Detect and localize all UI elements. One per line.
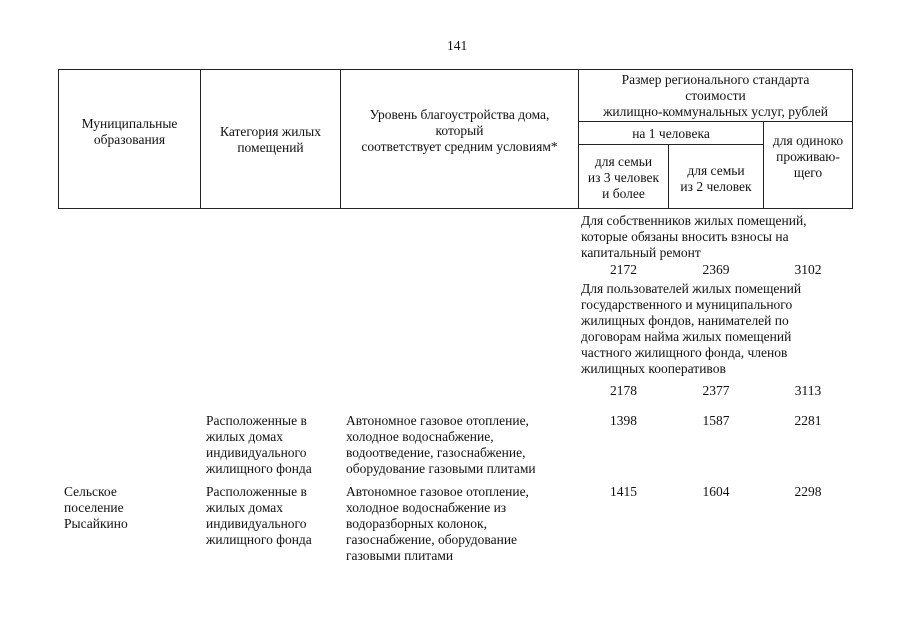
row2-value-family-2: 1604 <box>702 484 730 499</box>
row2-value-family-3: 1415 <box>610 484 637 499</box>
col-border-right <box>852 69 853 209</box>
row2-category: Расположенные в жилых домах индивидуального жилищного фонда <box>206 484 312 547</box>
tenants-value-single: 3113 <box>794 383 822 398</box>
header-category: Категория жилых помещений <box>220 124 321 155</box>
row1-value-family-2: 1587 <box>702 413 730 428</box>
tenants-note: Для пользователей жилых помещений государственного и муниципального жилищных фондов, нанимателей по договорам найма жилых помещений частного жилищного фонда, членов жилищных кооперативов <box>581 281 802 376</box>
owners-value-family-3: 2172 <box>610 262 637 277</box>
tenants-value-family-3: 2178 <box>610 383 637 398</box>
page-number: 141 <box>447 38 468 53</box>
per-person-divider <box>578 144 763 145</box>
owners-value-single: 3102 <box>794 262 822 277</box>
row2-value-single: 2298 <box>794 484 822 499</box>
owners-value-family-2: 2369 <box>702 262 730 277</box>
row1-level: Автономное газовое отопление, холодное водоснабжение, водоотведение, газоснабжение, оборудование газовыми плитами <box>346 413 536 476</box>
header-per-person: на 1 человека <box>632 126 710 141</box>
municipality-name: Сельское поселение Рысайкино <box>64 484 128 531</box>
header-family-2: для семьи из 2 человек <box>680 163 752 194</box>
tenants-value-family-2: 2377 <box>702 383 730 398</box>
table-top-border <box>58 69 853 70</box>
header-single: для одиноко проживаю- щего <box>772 133 844 180</box>
header-family-3: для семьи из 3 человек и более <box>587 154 660 201</box>
row2-level: Автономное газовое отопление, холодное водоснабжение из водоразборных колонок, газоснабжение, оборудование газовыми плитами <box>346 484 529 563</box>
row1-value-single: 2281 <box>794 413 822 428</box>
row1-value-family-3: 1398 <box>610 413 637 428</box>
group-header-divider <box>578 121 853 122</box>
header-municipality: Муниципальные образования <box>81 116 178 147</box>
header-group: Размер регионального стандарта стоимости жилищно-коммунальных услуг, рублей <box>603 72 828 119</box>
owners-note: Для собственников жилых помещений, которые обязаны вносить взносы на капитальный ремонт <box>581 213 807 260</box>
row1-category: Расположенные в жилых домах индивидуального жилищного фонда <box>206 413 312 476</box>
header-bottom-border <box>58 208 853 209</box>
header-level: Уровень благоустройства дома, который соответствует средним условиям* <box>361 107 558 154</box>
